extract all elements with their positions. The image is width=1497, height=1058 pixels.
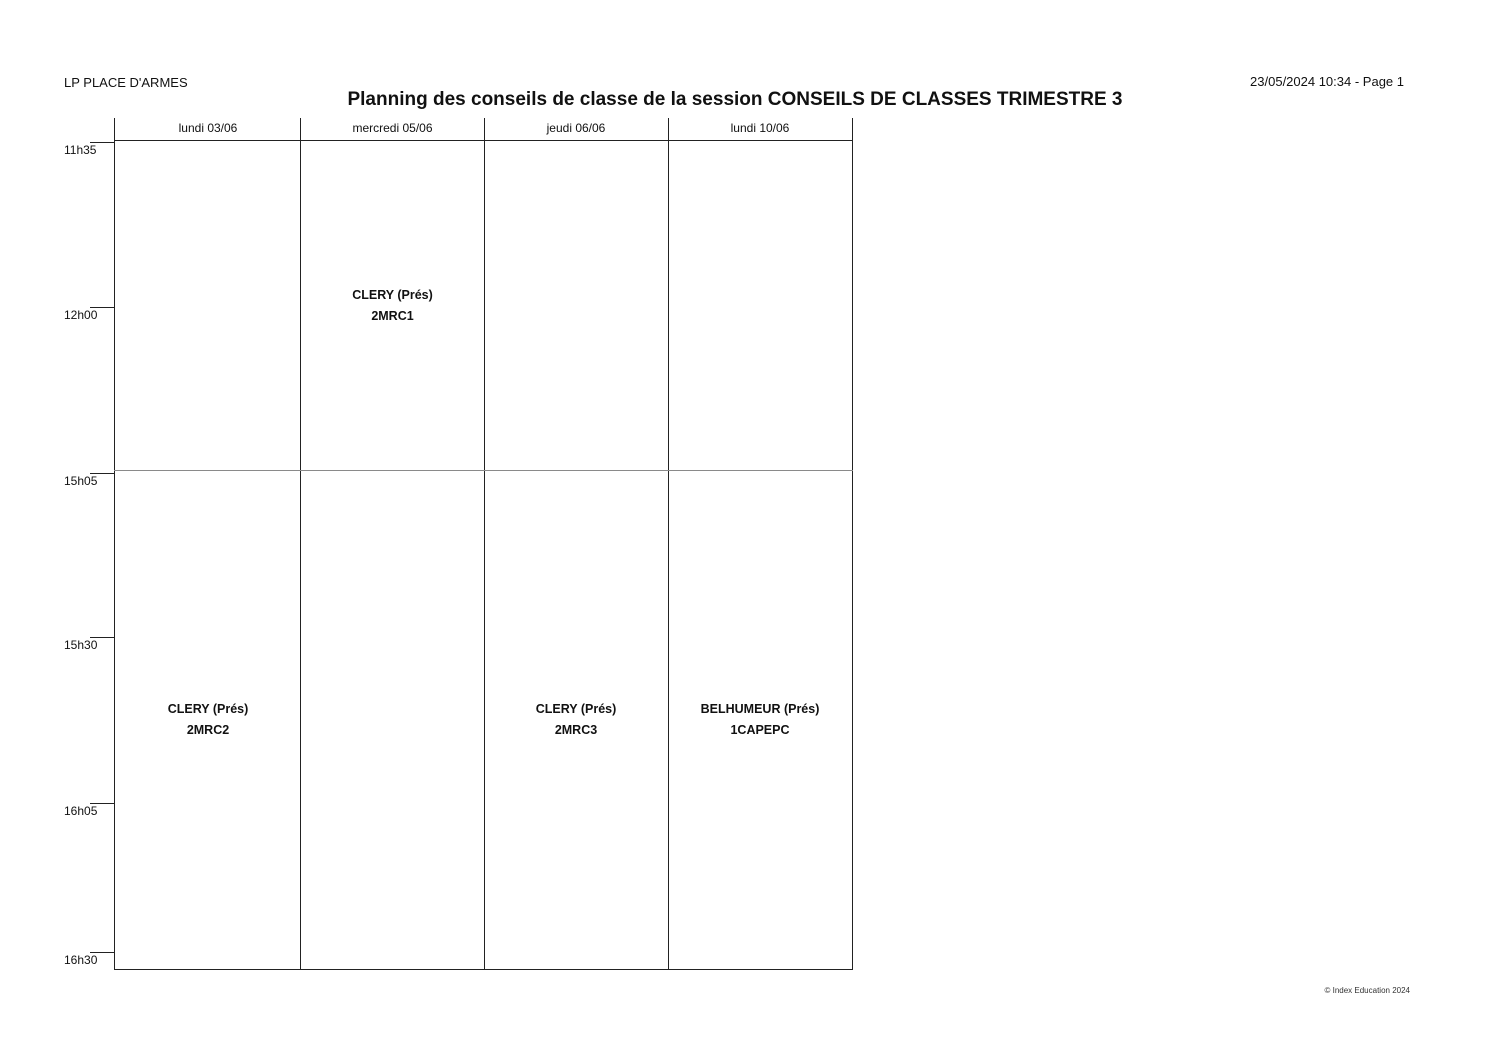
event-class: 2MRC1 xyxy=(371,309,414,323)
grid-line xyxy=(114,140,853,141)
event-president: CLERY (Prés) xyxy=(352,288,433,302)
council-event xyxy=(301,285,484,327)
time-label: 16h05 xyxy=(64,804,98,818)
council-event xyxy=(115,699,301,741)
print-date-page: 23/05/2024 10:34 - Page 1 xyxy=(1250,74,1404,89)
event-class: 2MRC3 xyxy=(554,723,598,737)
time-label: 12h00 xyxy=(64,308,98,322)
grid-line xyxy=(114,118,115,970)
day-header: lundi 10/06 xyxy=(730,121,790,135)
grid-line xyxy=(484,118,485,970)
day-header: mercredi 05/06 xyxy=(352,121,433,135)
grid-line xyxy=(300,118,301,970)
grid-line xyxy=(852,118,853,970)
council-event xyxy=(668,699,852,741)
grid-line xyxy=(668,118,669,970)
event-president: CLERY (Prés) xyxy=(167,702,249,716)
page-title: Planning des conseils de classe de la session CONSEILS DE CLASSES TRIMESTRE 3 xyxy=(347,89,1123,110)
event-class: 1CAPEPC xyxy=(730,723,790,737)
school-name: LP PLACE D'ARMES xyxy=(64,75,188,90)
time-label: 16h30 xyxy=(64,953,98,967)
copyright-footer: © Index Education 2024 xyxy=(1324,986,1410,995)
event-president: BELHUMEUR (Prés) xyxy=(700,702,820,716)
day-header: lundi 03/06 xyxy=(178,121,238,135)
event-class: 2MRC2 xyxy=(186,723,230,737)
grid-line xyxy=(114,969,853,970)
grid-line xyxy=(114,470,853,471)
time-label: 15h30 xyxy=(64,638,98,652)
day-header: jeudi 06/06 xyxy=(546,121,606,135)
event-president: CLERY (Prés) xyxy=(535,702,617,716)
time-label: 15h05 xyxy=(64,474,98,488)
council-event xyxy=(484,699,668,741)
time-label: 11h35 xyxy=(64,143,97,157)
